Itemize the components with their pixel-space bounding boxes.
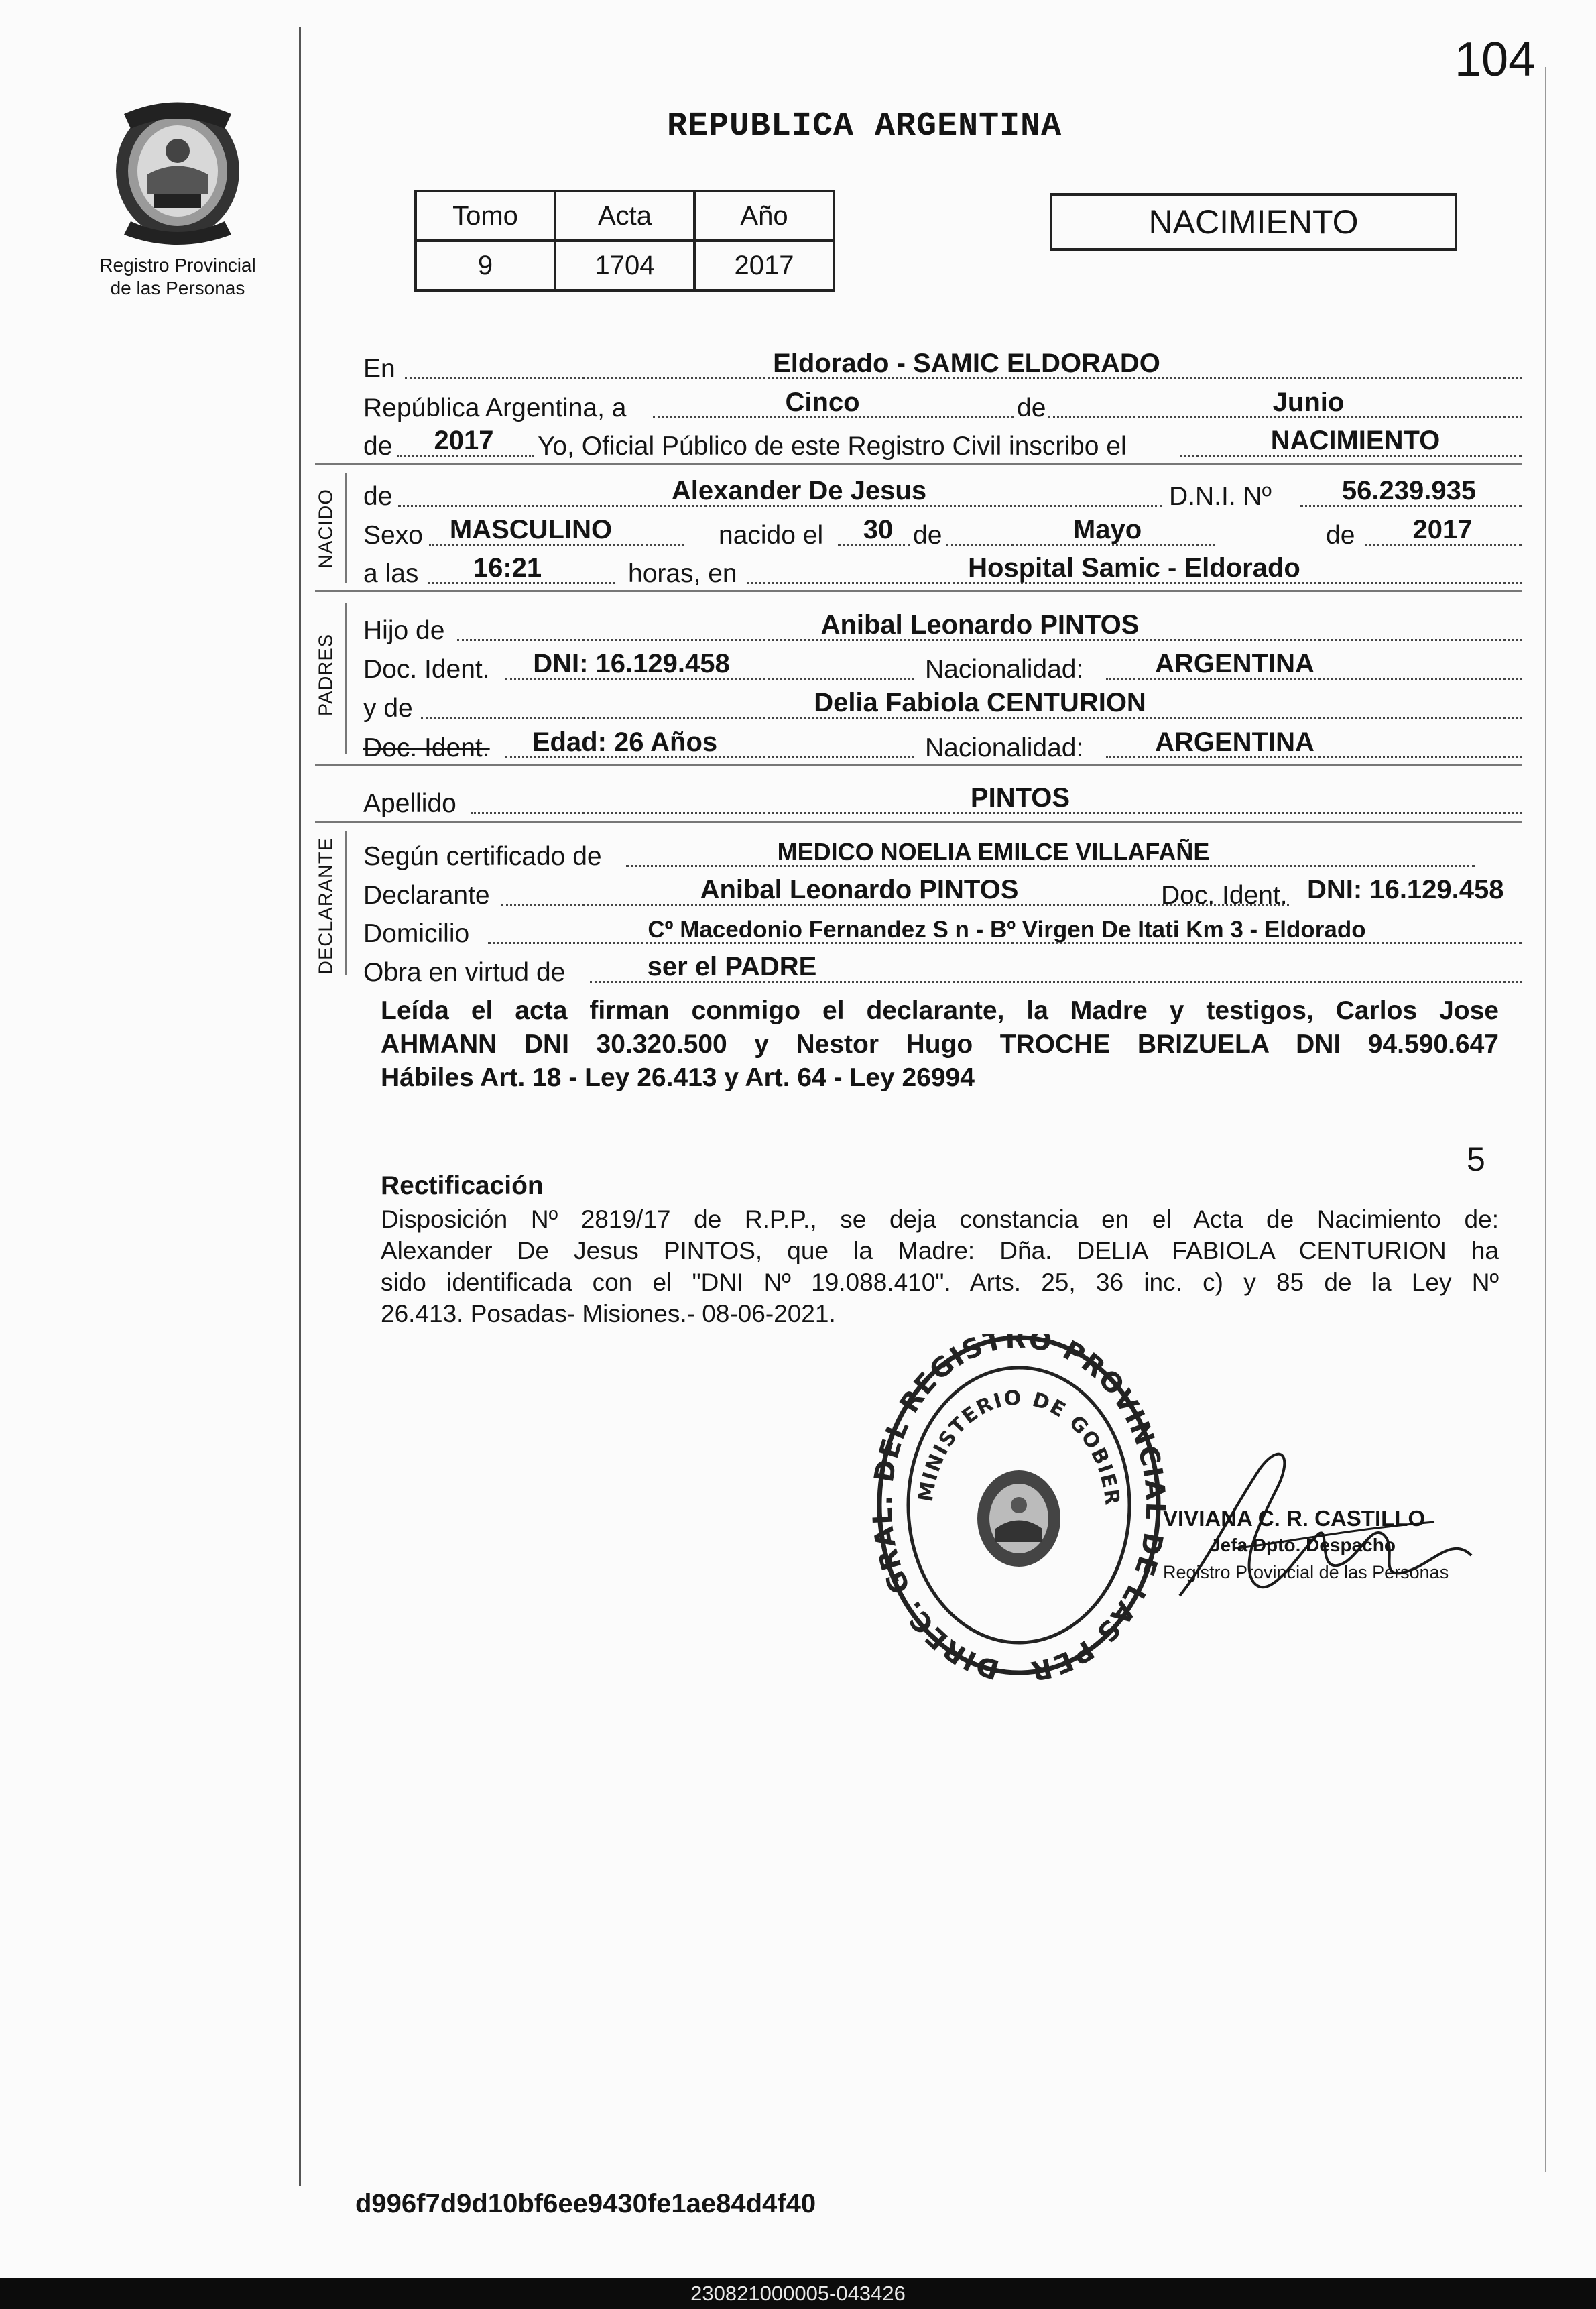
label-y-de: y de: [363, 694, 413, 723]
label-de-1: de: [1017, 394, 1046, 422]
rectificacion-title: Rectificación: [381, 1171, 544, 1200]
label-sexo: Sexo: [363, 521, 423, 550]
side-label-padres: PADRES: [315, 633, 337, 717]
rectificacion-line-4: 26.413. Posadas- Misiones.- 08-06-2021.: [381, 1300, 836, 1327]
label-domicilio: Domicilio: [363, 919, 470, 948]
value-mes-inscripcion: Junio: [1272, 388, 1345, 417]
label-horas-en: horas, en: [628, 559, 737, 588]
value-padre-nacionalidad: ARGENTINA: [1155, 649, 1314, 678]
closing-line-2: AHMANN DNI 30.320.500 y Nestor Hugo TROCHE BRIZUELA DNI 94.590.647: [381, 1030, 1499, 1059]
side-label-nacido: NACIDO: [315, 489, 337, 569]
row-inscripcion: [363, 419, 1522, 459]
registry-line-2: de las Personas: [110, 278, 245, 298]
section-separator: [315, 463, 1522, 465]
row-apellido: [363, 776, 1522, 817]
value-hora: 16:21: [473, 553, 542, 583]
note-number: 5: [1467, 1140, 1485, 1178]
label-yo-oficial: Yo, Oficial Público de este Registro Civil inscribo el: [538, 432, 1127, 461]
value-obra: ser el PADRE: [647, 952, 817, 982]
row-sexo: [363, 508, 1522, 548]
row-padre-doc: [363, 642, 1522, 683]
tomo-value: 9: [416, 241, 555, 290]
row-madre-doc: [363, 721, 1522, 761]
record-type: NACIMIENTO: [1148, 203, 1359, 241]
label-segun-certificado: Según certificado de: [363, 842, 602, 871]
value-madre-nacionalidad: ARGENTINA: [1155, 727, 1314, 757]
nacido-bracket: [345, 473, 347, 583]
record-type-box: [1050, 193, 1457, 251]
rectificacion-line-1: Disposición Nº 2819/17 de R.P.P., se deja constancia en el Acta de Nacimiento de:: [381, 1205, 1499, 1233]
label-nacionalidad: Nacionalidad:: [925, 655, 1084, 684]
label-de-4: de: [913, 521, 942, 550]
section-separator: [315, 764, 1522, 766]
document-hash: d996f7d9d10bf6ee9430fe1ae84d4f40: [355, 2189, 816, 2218]
stamp-outer-text: DIREC. GRA DEL REGISTRO PROVINCI DE LAS PER: [871, 1334, 1166, 1683]
side-label-declarante: DECLARANTE: [315, 837, 337, 975]
value-nombre: Alexander De Jesus: [671, 476, 927, 506]
label-nacionalidad-madre: Nacionalidad:: [925, 733, 1084, 762]
value-apellido: PINTOS: [970, 783, 1070, 813]
label-republica: República Argentina, a: [363, 394, 627, 422]
row-certificado: [363, 829, 1522, 870]
label-a-las: a las: [363, 559, 419, 588]
closing-paragraph: [381, 994, 1499, 1095]
stamp-emblem-icon: [977, 1470, 1060, 1567]
label-dni: D.N.I. Nº: [1169, 482, 1272, 511]
padres-bracket: [345, 603, 347, 754]
signatory-position: Jefa Dpto. Despacho: [1210, 1535, 1396, 1555]
row-nombre: [363, 469, 1522, 510]
value-acto: NACIMIENTO: [1270, 426, 1440, 455]
footer-code: 230821000005-043426: [690, 2282, 906, 2305]
official-stamp: [871, 1334, 1166, 1683]
value-anio-inscripcion: 2017: [434, 426, 494, 455]
row-declarante: [363, 868, 1522, 908]
label-declarante: Declarante: [363, 881, 490, 910]
signatory-name: VIVIANA C. R. CASTILLO: [1163, 1506, 1426, 1531]
rectificacion-line-2: Alexander De Jesus PINTOS, que la Madre: Dña. DELIA FABIOLA CENTURION ha: [381, 1237, 1499, 1264]
record-reference-table: [414, 190, 835, 292]
page-number: 104: [1455, 33, 1536, 86]
value-certificado: MEDICO NOELIA EMILCE VILLAFAÑE: [777, 838, 1210, 866]
rectificacion-body: [381, 1203, 1499, 1329]
label-en: En: [363, 355, 395, 383]
value-declarante-doc: DNI: 16.129.458: [1307, 875, 1504, 904]
signatory-office: Registro Provincial de las Personas: [1163, 1562, 1449, 1582]
registry-line-1: Registro Provincial: [99, 255, 256, 276]
row-fecha-inscripcion: [363, 381, 1522, 421]
label-obra-en-virtud: Obra en virtud de: [363, 958, 566, 987]
label-de-5: de: [1326, 521, 1355, 550]
value-sexo: MASCULINO: [449, 515, 613, 544]
label-apellido: Apellido: [363, 789, 456, 818]
tomo-header: Tomo: [416, 191, 555, 241]
label-de-2: de: [363, 432, 393, 461]
value-dni: 56.239.935: [1341, 476, 1477, 506]
row-lugar: [363, 342, 1522, 382]
country-title: REPUBLICA ARGENTINA: [667, 107, 1062, 145]
value-declarante: Anibal Leonardo PINTOS: [700, 875, 1019, 904]
signature-block: [1163, 1505, 1512, 1586]
label-doc-ident-declarante: Doc. Ident.: [1161, 881, 1288, 910]
label-doc-ident-madre: Doc. Ident.: [363, 733, 490, 762]
acta-value: 1704: [555, 241, 694, 290]
anio-value: 2017: [694, 241, 834, 290]
value-lugar-nacimiento: Hospital Samic - Eldorado: [968, 553, 1300, 583]
value-anio-nacimiento: 2017: [1412, 515, 1473, 544]
label-nacido-el: nacido el: [719, 521, 824, 550]
value-lugar: Eldorado - SAMIC ELDORADO: [773, 349, 1160, 378]
rectificacion-line-3: sido identificada con el "DNI Nº 19.088.410". Arts. 25, 36 inc. c) y 85 de la Ley Nº: [381, 1268, 1499, 1296]
section-separator: [315, 590, 1522, 592]
section-separator: [315, 821, 1522, 823]
value-dia: Cinco: [785, 388, 860, 417]
stamp-inner-text: MINISTERIO DE GOBIER: [914, 1386, 1124, 1508]
row-obra: [363, 945, 1522, 986]
footer-bar: [0, 2278, 1596, 2309]
anio-header: Año: [694, 191, 834, 241]
closing-line-1: Leída el acta firman conmigo el declarante, la Madre y testigos, Carlos Jose: [381, 996, 1499, 1025]
value-mes-nacimiento: Mayo: [1072, 515, 1142, 544]
value-madre-doc: Edad: 26 Años: [532, 727, 718, 757]
declarante-bracket: [345, 831, 347, 975]
row-domicilio: [363, 906, 1522, 947]
label-de-3: de: [363, 482, 393, 511]
province-seal: [107, 94, 248, 245]
row-padre: [363, 603, 1522, 644]
row-madre: [363, 681, 1522, 721]
row-hora-lugar: [363, 546, 1522, 587]
left-margin-line: [299, 27, 301, 2186]
value-padre: Anibal Leonardo PINTOS: [820, 610, 1140, 640]
closing-line-3: Hábiles Art. 18 - Ley 26.413 y Art. 64 - Ley 26994: [381, 1063, 975, 1092]
label-hijo-de: Hijo de: [363, 616, 445, 645]
right-margin-line: [1545, 67, 1546, 2172]
value-madre: Delia Fabiola CENTURION: [814, 688, 1146, 717]
value-dia-nacimiento: 30: [863, 515, 894, 544]
label-doc-ident: Doc. Ident.: [363, 655, 490, 684]
acta-header: Acta: [555, 191, 694, 241]
value-domicilio: Cº Macedonio Fernandez S n - Bº Virgen De Itati Km 3 - Eldorado: [648, 916, 1366, 943]
value-padre-doc: DNI: 16.129.458: [533, 649, 730, 678]
